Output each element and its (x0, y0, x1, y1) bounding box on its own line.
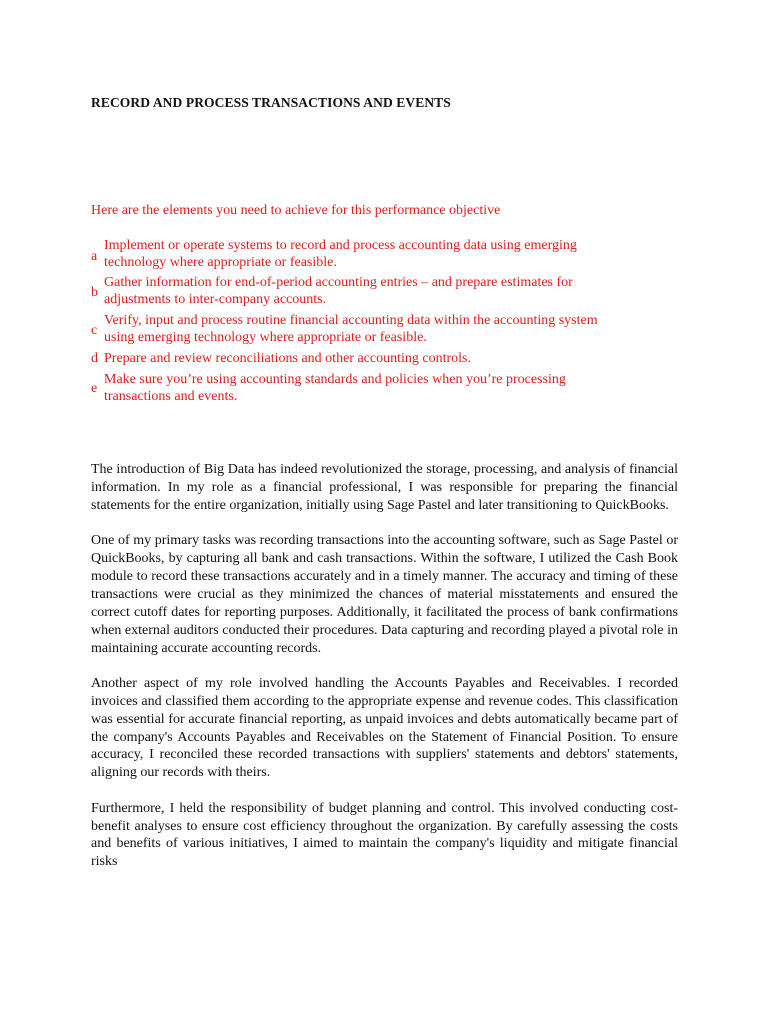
element-line: Implement or operate systems to record and process accounting data using emerging (104, 238, 577, 253)
body-paragraph: The introduction of Big Data has indeed revolutionized the storage, processing, and analysis of financial information. In my role as a financial professional, I was responsible for preparing the financial statements for the entire organization, initially using Sage Pastel and later transitioning to QuickBooks. (91, 462, 678, 513)
element-item (91, 312, 651, 350)
element-line: Make sure you’re using accounting standards and policies when you’re processing (104, 372, 566, 387)
objective-elements-list (91, 237, 651, 408)
document-body (91, 461, 678, 889)
element-line: Gather information for end-of-period accounting entries – and prepare estimates for (104, 275, 573, 290)
element-item (91, 371, 651, 408)
element-line: Verify, input and process routine financial accounting data within the accounting system (104, 313, 598, 328)
element-line: technology where appropriate or feasible. (104, 255, 337, 270)
element-letter: e (91, 381, 98, 396)
element-line: transactions and events. (104, 389, 238, 404)
element-letter: a (91, 249, 98, 264)
document-title: RECORD AND PROCESS TRANSACTIONS AND EVENTS (91, 95, 451, 110)
element-item (91, 237, 651, 274)
element-letter: d (91, 351, 98, 366)
element-line: adjustments to inter-company accounts. (104, 292, 327, 307)
element-letter: b (91, 285, 98, 300)
element-item (91, 274, 651, 312)
body-paragraph: Furthermore, I held the responsibility of budget planning and control. This involved conducting cost-benefit analyses to ensure cost efficiency throughout the organization. By carefully assessing the costs and benefits of various initiatives, I aimed to maintain the company's liquidity and mitigate financial risks (91, 800, 678, 870)
element-line: Prepare and review reconciliations and other accounting controls. (104, 351, 471, 366)
body-paragraph: Another aspect of my role involved handling the Accounts Payables and Receivables. I recorded invoices and classified them according to the appropriate expense and revenue codes. This classification was essential for accurate financial reporting, as unpaid invoices and debts automatically became part of the company's Accounts Payables and Receivables on the Statement of Financial Position. To ensure accuracy, I reconciled these recorded transactions with suppliers' statements and debtors' statements, aligning our records with theirs. (91, 675, 678, 781)
body-paragraph: One of my primary tasks was recording transactions into the accounting software, such as Sage Pastel or QuickBooks, by capturing all bank and cash transactions. Within the software, I utilized the Cash Book module to record these transactions accurately and in a timely manner. The accuracy and timing of these transactions were crucial as they minimized the chances of material misstatements and ensured the correct cutoff dates for reporting purposes. Additionally, it facilitated the process of bank confirmations when external auditors conducted their procedures. Data capturing and recording played a pivotal role in maintaining accurate accounting records. (91, 533, 678, 656)
objective-intro: Here are the elements you need to achieve for this performance objective (91, 203, 501, 218)
element-item (91, 350, 651, 371)
element-line: using emerging technology where appropriate or feasible. (104, 330, 427, 345)
element-letter: c (91, 323, 98, 338)
